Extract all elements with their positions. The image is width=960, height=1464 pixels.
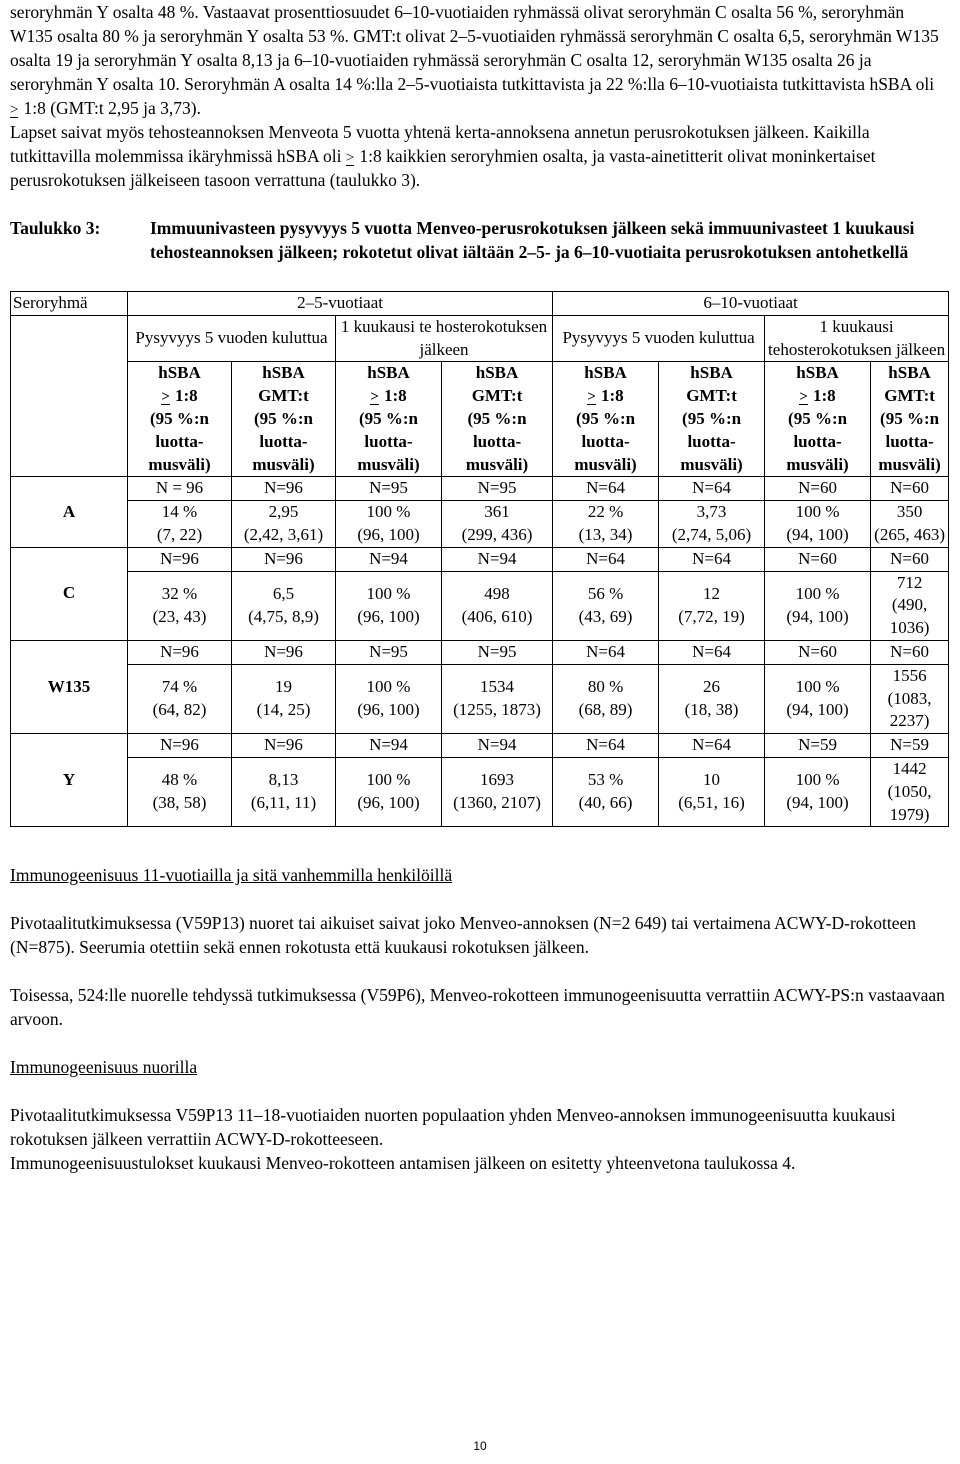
cell-n: N=96 [128,547,232,571]
intro-paragraph-2: Lapset saivat myös tehosteannoksen Menveota 5 vuotta yhtenä kerta-annoksena annetun perusrokotuksen jälkeen. Kaikilla tutkittavilla molemmissa ikäryhmissä hSBA oli > 1:8 kaikkien seroryhmien osalta, ja vasta-ainetitterit olivat moninkertaiset perusrokotuksen jälkeiseen tasoon verrattuna (taulukko 3). [10,122,876,190]
cell-n: N=64 [553,547,659,571]
cell-value: 26 (18, 38) [659,664,765,733]
immunogenicity-table [10,291,949,827]
cell-value: 22 % (13, 34) [553,501,659,548]
serogroup-label: Y [11,734,128,827]
cell-n: N=94 [336,547,442,571]
table-header-row [11,292,949,316]
section-immunogenicity-adults [10,863,946,1031]
header-age-group: 6–10-vuotiaat [553,292,949,316]
cell-value: 80 % (68, 89) [553,664,659,733]
cell-value: 100 % (96, 100) [336,571,442,640]
cell-n: N=95 [442,477,553,501]
cell-value: 100 % (94, 100) [765,664,871,733]
table-row-n [11,640,949,664]
header-hsba-percent: hSBA > 1:8 (95 %:n luotta-musväli) [336,362,442,477]
cell-value: 100 % (96, 100) [336,501,442,548]
cell-n: N=64 [659,547,765,571]
header-hsba-percent: hSBA > 1:8 (95 %:n luotta-musväli) [553,362,659,477]
cell-n: N=59 [871,734,949,758]
header-hsba-percent: hSBA > 1:8 (95 %:n luotta-musväli) [765,362,871,477]
cell-value: 32 % (23, 43) [128,571,232,640]
cell-value: 1534 (1255, 1873) [442,664,553,733]
cell-n: N=96 [232,547,336,571]
cell-value: 361 (299, 436) [442,501,553,548]
table-caption-label: Taulukko 3: [10,218,101,238]
cell-value: 498 (406, 610) [442,571,553,640]
table-caption [10,216,946,264]
header-hsba-gmt: hSBA GMT:t (95 %:n luotta-musväli) [659,362,765,477]
header-timepoint: 1 kuukausi te hosterokotuksen jälkeen [336,315,553,362]
cell-n: N=60 [765,640,871,664]
cell-value: 712 (490, 1036) [871,571,949,640]
cell-value: 19 (14, 25) [232,664,336,733]
greater-equal-symbol: > [370,389,379,406]
document-page [10,0,946,1175]
header-age-group: 2–5-vuotiaat [128,292,553,316]
intro-paragraph-1: seroryhmän Y osalta 48 %. Vastaavat prosenttiosuudet 6–10-vuotiaiden ryhmässä olivat seroryhmän C osalta 56 %, seroryhmän W135 osalta 80 % ja seroryhmän Y osalta 53 %. GMT:t olivat 2–5-vuotiaiden ryhmässä seroryhmän C osalta 6,5, seroryhmän W135 osalta 19 ja seroryhmän Y osalta 8,13 ja 6–10-vuotiaiden ryhmässä seroryhmän C osalta 12, seroryhmän W135 osalta 26 ja seroryhmän Y osalta 10. Seroryhmän A osalta 14 %:lla 2–5-vuotiaista tutkittavista ja 22 %:lla 6–10-vuotiaista tutkittavista hSBA oli > 1:8 (GMT:t 2,95 ja 3,73). [10,2,939,118]
section-title: Immunogeenisuus 11-vuotiailla ja sitä vanhemmilla henkilöillä [10,865,453,886]
cell-n: N=64 [553,477,659,501]
header-hsba-gmt: hSBA GMT:t (95 %:n luotta-musväli) [871,362,949,477]
cell-value: 14 % (7, 22) [128,501,232,548]
table-column-header-row [11,362,949,477]
cell-n: N=64 [553,640,659,664]
cell-value: 74 % (64, 82) [128,664,232,733]
header-timepoint: 1 kuukausi tehosterokotuksen jälkeen [765,315,949,362]
table-row-values [11,757,949,826]
cell-value: 2,95 (2,42, 3,61) [232,501,336,548]
page-number: 10 [473,1439,487,1453]
header-serogroup: Seroryhmä [11,292,128,316]
cell-value: 6,5 (4,75, 8,9) [232,571,336,640]
cell-value: 3,73 (2,74, 5,06) [659,501,765,548]
cell-value: 8,13 (6,11, 11) [232,757,336,826]
cell-n: N=60 [871,547,949,571]
cell-n: N=96 [128,734,232,758]
table-row-n [11,477,949,501]
table-subheader-row [11,315,949,362]
intro-text [10,0,946,192]
cell-value: 1442 (1050, 1979) [871,757,949,826]
cell-value: 1693 (1360, 2107) [442,757,553,826]
table-row-values [11,501,949,548]
cell-n: N=95 [336,477,442,501]
empty-cell [11,315,128,477]
section-immunogenicity-adolescents [10,1055,946,1175]
table-row-n [11,734,949,758]
cell-value: 100 % (94, 100) [765,571,871,640]
cell-n: N=60 [765,547,871,571]
serogroup-label: A [11,477,128,547]
section-paragraph: Immunogeenisuustulokset kuukausi Menveo-rokotteen antamisen jälkeen on esitetty yhteenvetona taulukossa 4. [10,1153,796,1174]
cell-n: N=64 [553,734,659,758]
section-title: Immunogeenisuus nuorilla [10,1057,198,1078]
greater-equal-symbol: > [799,389,808,406]
section-paragraph: Pivotaalitutkimuksessa (V59P13) nuoret tai aikuiset saivat joko Menveo-annoksen (N=2 649) tai vertaimena ACWY-D-rokotteen (N=875). Seerumia otettiin sekä ennen rokotusta että kuukausi rokotuksen jälkeen. [10,913,917,958]
header-hsba-percent: hSBA > 1:8 (95 %:n luotta-musväli) [128,362,232,477]
serogroup-label: W135 [11,640,128,733]
cell-n: N=64 [659,477,765,501]
cell-value: 48 % (38, 58) [128,757,232,826]
table-row-values [11,571,949,640]
greater-equal-symbol: > [587,389,596,406]
cell-n: N=59 [765,734,871,758]
table-row-n [11,547,949,571]
cell-n: N=60 [871,640,949,664]
header-hsba-gmt: hSBA GMT:t (95 %:n luotta-musväli) [232,362,336,477]
cell-value: 100 % (96, 100) [336,757,442,826]
cell-value: 1556 (1083, 2237) [871,664,949,733]
cell-n: N=94 [442,547,553,571]
cell-n: N=94 [336,734,442,758]
table-caption-text: Immuunivasteen pysyvyys 5 vuotta Menveo-perusrokotuksen jälkeen sekä immuunivasteet 1 kuukausi tehosteannoksen jälkeen; rokotetut olivat iältään 2–5- ja 6–10-vuotiaita perusrokotuksen antohetkellä [150,218,915,262]
cell-value: 56 % (43, 69) [553,571,659,640]
cell-value: 100 % (94, 100) [765,757,871,826]
cell-n: N=96 [128,640,232,664]
cell-n: N=96 [232,734,336,758]
cell-n: N=96 [232,477,336,501]
header-hsba-gmt: hSBA GMT:t (95 %:n luotta-musväli) [442,362,553,477]
cell-n: N=96 [232,640,336,664]
table-row-values [11,664,949,733]
cell-value: 350 (265, 463) [871,501,949,548]
section-paragraph: Pivotaalitutkimuksessa V59P13 11–18-vuotiaiden nuorten populaation yhden Menveo-annoksen immunogeenisuutta kuukausi rokotuksen jälkeen verrattiin ACWY-D-rokotteeseen. [10,1105,896,1150]
cell-n: N = 96 [128,477,232,501]
serogroup-label: C [11,547,128,640]
cell-value: 12 (7,72, 19) [659,571,765,640]
cell-n: N=60 [871,477,949,501]
cell-n: N=95 [336,640,442,664]
cell-n: N=64 [659,734,765,758]
cell-value: 53 % (40, 66) [553,757,659,826]
greater-equal-symbol: > [10,102,19,118]
greater-equal-symbol: > [161,389,170,406]
header-timepoint: Pysyvyys 5 vuoden kuluttua [128,315,336,362]
cell-n: N=94 [442,734,553,758]
header-timepoint: Pysyvyys 5 vuoden kuluttua [553,315,765,362]
cell-value: 100 % (94, 100) [765,501,871,548]
section-paragraph: Toisessa, 524:lle nuorelle tehdyssä tutkimuksessa (V59P6), Menveo-rokotteen immunogeenisuutta verrattiin ACWY-PS:n vastaavaan arvoon. [10,985,945,1030]
cell-n: N=64 [659,640,765,664]
cell-value: 100 % (96, 100) [336,664,442,733]
cell-n: N=60 [765,477,871,501]
cell-value: 10 (6,51, 16) [659,757,765,826]
cell-n: N=95 [442,640,553,664]
greater-equal-symbol: > [345,150,355,166]
